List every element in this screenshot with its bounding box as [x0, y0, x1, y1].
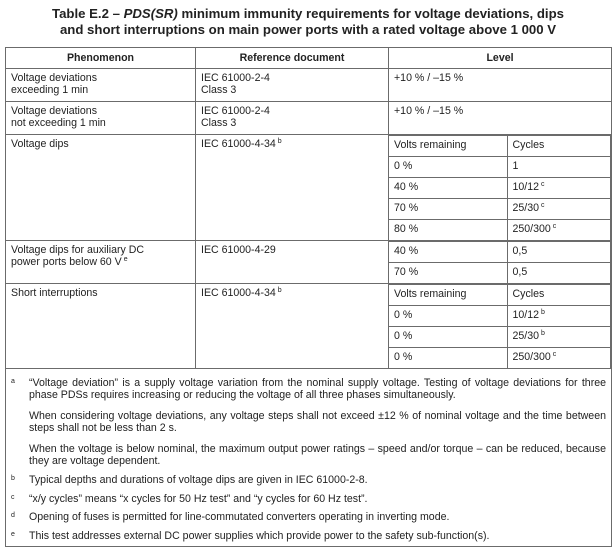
- level-cell: [389, 134, 612, 240]
- header-reference: Reference document: [196, 48, 389, 69]
- table-row: [6, 101, 612, 134]
- sub-header-volts: Volts remaining: [389, 284, 507, 305]
- level-cell: [389, 283, 612, 368]
- title-line-2: and short interruptions on main power ports with a rated voltage above 1 000 V: [59, 22, 557, 37]
- header-level: Level: [389, 48, 612, 69]
- phenomenon-cell: Short interruptions: [6, 283, 196, 368]
- table-row: [6, 283, 612, 368]
- reference-cell: IEC 61000-2-4 Class 3: [196, 101, 389, 134]
- reference-cell: IEC 61000-4-34 $^b$: [196, 283, 389, 368]
- table-row: [6, 134, 612, 240]
- footnote-a: a “Voltage deviation” is a supply voltage variation from the nominal supply voltage. Testing of voltage deviations for three phase PDSs requires increasing or reducing the voltage of all three phases simultaneously.: [11, 376, 606, 402]
- title-italic-pds: PDS(SR): [123, 6, 178, 21]
- level-cell: [389, 240, 612, 283]
- sub-header-volts: Volts remaining: [389, 135, 507, 156]
- reference-cell: IEC 61000-4-34 $^b$: [196, 134, 389, 240]
- footnote-b: b Typical depths and durations of voltage dips are given in IEC 61000-2-8.: [11, 474, 368, 487]
- phenomenon-cell: Voltage dips for auxiliary DC power ports below 60 V $^e$: [6, 240, 196, 283]
- table-row: [6, 68, 612, 101]
- level-cell: +10 % / –15 %: [389, 101, 612, 134]
- header-row: [6, 48, 612, 69]
- footnote-a-paragraph-3: When the voltage is below nominal, the maximum output power ratings – speed and/or torque – can be reduced, because they are voltage dependent.: [29, 442, 606, 468]
- level-cell: +10 % / –15 %: [389, 68, 612, 101]
- table-row: [6, 240, 612, 283]
- header-phenomenon: Phenomenon: [6, 48, 196, 69]
- phenomenon-cell: Voltage dips: [6, 134, 196, 240]
- phenomenon-cell: Voltage deviations exceeding 1 min: [6, 68, 196, 101]
- sub-header-cycles: Cycles: [507, 135, 611, 156]
- reference-cell: IEC 61000-2-4 Class 3: [196, 68, 389, 101]
- footnote-c: c “x/y cycles” means “x cycles for 50 Hz test” and “y cycles for 60 Hz test”.: [11, 492, 368, 505]
- interruptions-subtable: Volts remaining Cycles 0 % 10/12 $^b$ 0 % 25/30 $^b$ 0 % 250/300 $^c$: [389, 284, 611, 368]
- footnote-d: d Opening of fuses is permitted for line-commutated converters operating in inverting mode.: [11, 511, 450, 524]
- sub-header-cycles: Cycles: [507, 284, 611, 305]
- dips-subtable: Volts remaining Cycles 0 % 1 40 % 10/12 $^c$ 70 % 25/30 $^c$ 80 % 250/300 $^c$: [389, 135, 611, 240]
- title-line-1: Table E.2 – PDS(SR) minimum immunity requirements for voltage deviations, dips: [52, 6, 564, 21]
- table-title: [0, 6, 616, 38]
- footnote-ref: b: [277, 137, 282, 145]
- dc-dips-subtable: 40 % 0,5 70 % 0,5: [389, 241, 611, 283]
- footnotes-row: [6, 368, 612, 547]
- footnotes-cell: [6, 368, 612, 547]
- phenomenon-cell: Voltage deviations not exceeding 1 min: [6, 101, 196, 134]
- footnote-a-paragraph-2: When considering voltage deviations, any voltage steps shall not exceed ±12 % of nominal voltage and the time between steps shall not be less than 2 s.: [29, 409, 606, 435]
- footnote-ref: b: [277, 286, 282, 294]
- footnote-ref: e: [123, 256, 128, 263]
- footnote-e: e This test addresses external DC power supplies which provide power to the safety sub-function(s).: [11, 529, 490, 542]
- immunity-requirements-table: [5, 47, 612, 547]
- reference-cell: IEC 61000-4-29: [196, 240, 389, 283]
